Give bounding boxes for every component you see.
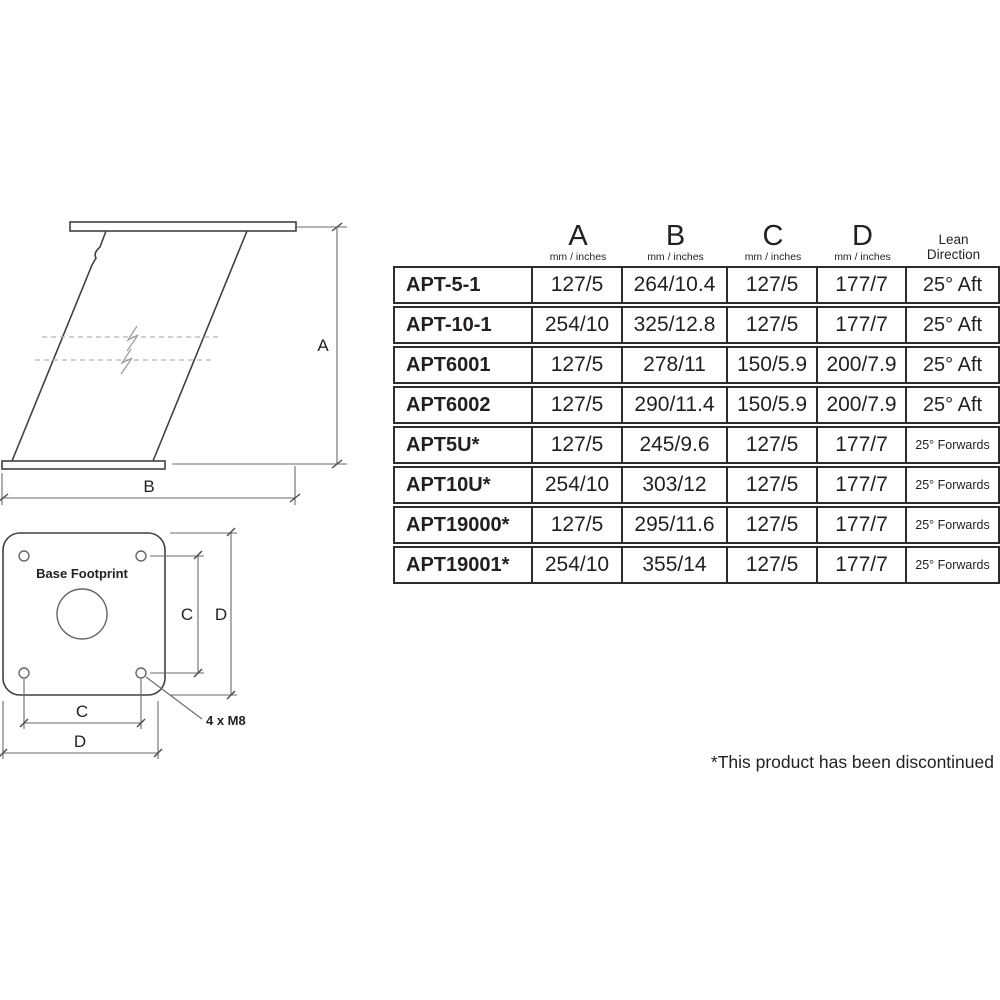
dim-d-cell: 177/7: [818, 548, 907, 582]
dim-d-cell: 177/7: [818, 468, 907, 502]
bolt-callout-leader: [146, 677, 202, 719]
column-unit-b: mm / inches: [647, 251, 704, 263]
dim-a-cell: 127/5: [533, 508, 623, 542]
dim-b-cell: 303/12: [623, 468, 728, 502]
lean-direction-cell: 25° Forwards: [915, 558, 990, 572]
dim-d-cell: 177/7: [818, 428, 907, 462]
lean-header-line1: Lean: [938, 232, 969, 247]
bolt-hole-top-right: [136, 551, 146, 561]
lean-direction-cell: 25° Forwards: [915, 518, 990, 532]
column-letter-c: C: [762, 220, 784, 252]
model-cell: APT-5-1: [395, 268, 533, 302]
dim-a-cell: 254/10: [533, 468, 623, 502]
column-unit-c: mm / inches: [744, 251, 802, 263]
lean-direction-cell: 25° Forwards: [915, 438, 990, 452]
dim-d-cell: 200/7.9: [818, 348, 907, 382]
column-unit-d: mm / inches: [834, 251, 891, 263]
table-row: [393, 466, 1000, 504]
break-symbol-lower: [121, 349, 132, 374]
dim-c-cell: 127/5: [728, 428, 818, 462]
dim-c-cell: 150/5.9: [728, 388, 818, 422]
model-cell: APT19000*: [395, 508, 533, 542]
dim-d-cell: 177/7: [818, 308, 907, 342]
dim-d-cell: 200/7.9: [818, 388, 907, 422]
model-cell: APT10U*: [395, 468, 533, 502]
lean-direction-cell: 25° Aft: [922, 393, 983, 416]
dim-c-cell: 127/5: [728, 268, 818, 302]
dim-c-bottom-label: C: [75, 702, 89, 721]
dim-c-side-label: C: [180, 605, 194, 624]
bolt-hole-bottom-left: [19, 668, 29, 678]
lean-header-line2: Direction: [926, 247, 981, 262]
dim-b-cell: 245/9.6: [623, 428, 728, 462]
dim-a-cell: 254/10: [533, 308, 623, 342]
dim-b-label: B: [143, 477, 155, 496]
dim-c-cell: 127/5: [728, 468, 818, 502]
dim-d-bottom-label: D: [73, 732, 87, 751]
model-cell: APT-10-1: [395, 308, 533, 342]
dim-c-cell: 127/5: [728, 548, 818, 582]
table-header: [393, 216, 1000, 264]
column-header-d: [818, 216, 907, 264]
dim-a-label: A: [317, 336, 329, 355]
pedestal-right-edge: [153, 231, 247, 461]
column-header-a: [533, 216, 623, 264]
dim-d-cell: 177/7: [818, 508, 907, 542]
dim-a-cell: 254/10: [533, 548, 623, 582]
pedestal-base-plate: [2, 461, 165, 469]
column-letter-b: B: [665, 220, 686, 252]
center-hole: [57, 589, 107, 639]
bolt-hole-bottom-right: [136, 668, 146, 678]
dim-b-cell: 355/14: [623, 548, 728, 582]
table-row: [393, 386, 1000, 424]
column-header-c: [728, 216, 818, 264]
base-footprint-view: [0, 528, 246, 759]
dim-a-cell: 127/5: [533, 348, 623, 382]
pedestal-left-edge: [12, 231, 106, 461]
lean-direction-cell: 25° Aft: [922, 313, 983, 336]
dim-c-cell: 127/5: [728, 508, 818, 542]
pedestal-top-plate: [70, 222, 296, 231]
column-letter-a: A: [568, 220, 588, 252]
lean-direction-cell: 25° Forwards: [915, 478, 990, 492]
header-spacer: [393, 216, 533, 264]
break-symbol-upper: [127, 326, 138, 351]
footprint-title: Base Footprint: [36, 566, 128, 581]
table-body: [393, 266, 1000, 584]
dim-a-cell: 127/5: [533, 268, 623, 302]
dim-d-side-label: D: [214, 605, 228, 624]
column-header-b: [623, 216, 728, 264]
dim-c-cell: 127/5: [728, 308, 818, 342]
table-row: [393, 546, 1000, 584]
dimension-table: [393, 216, 1000, 586]
model-cell: APT6001: [395, 348, 533, 382]
model-cell: APT19001*: [395, 548, 533, 582]
table-row: [393, 346, 1000, 384]
model-cell: APT6002: [395, 388, 533, 422]
dim-d-cell: 177/7: [818, 268, 907, 302]
dim-a-cell: 127/5: [533, 388, 623, 422]
dim-a-cell: 127/5: [533, 428, 623, 462]
table-row: [393, 266, 1000, 304]
column-header-lean-direction: [907, 216, 1000, 264]
table-row: [393, 426, 1000, 464]
dim-b-cell: 325/12.8: [623, 308, 728, 342]
bolt-callout-label: 4 x M8: [206, 713, 246, 728]
dim-c-cell: 150/5.9: [728, 348, 818, 382]
pedestal-side-view: [0, 222, 347, 505]
bolt-hole-top-left: [19, 551, 29, 561]
column-letter-d: D: [852, 220, 873, 252]
dim-b-cell: 264/10.4: [623, 268, 728, 302]
table-row: [393, 306, 1000, 344]
table-row: [393, 506, 1000, 544]
model-cell: APT5U*: [395, 428, 533, 462]
dim-b-cell: 278/11: [623, 348, 728, 382]
column-unit-a: mm / inches: [549, 251, 607, 263]
lean-direction-cell: 25° Aft: [922, 353, 983, 376]
dim-b-cell: 290/11.4: [623, 388, 728, 422]
lean-direction-cell: 25° Aft: [922, 273, 983, 296]
dim-b-cell: 295/11.6: [623, 508, 728, 542]
discontinued-footnote: *This product has been discontinued: [710, 752, 994, 772]
